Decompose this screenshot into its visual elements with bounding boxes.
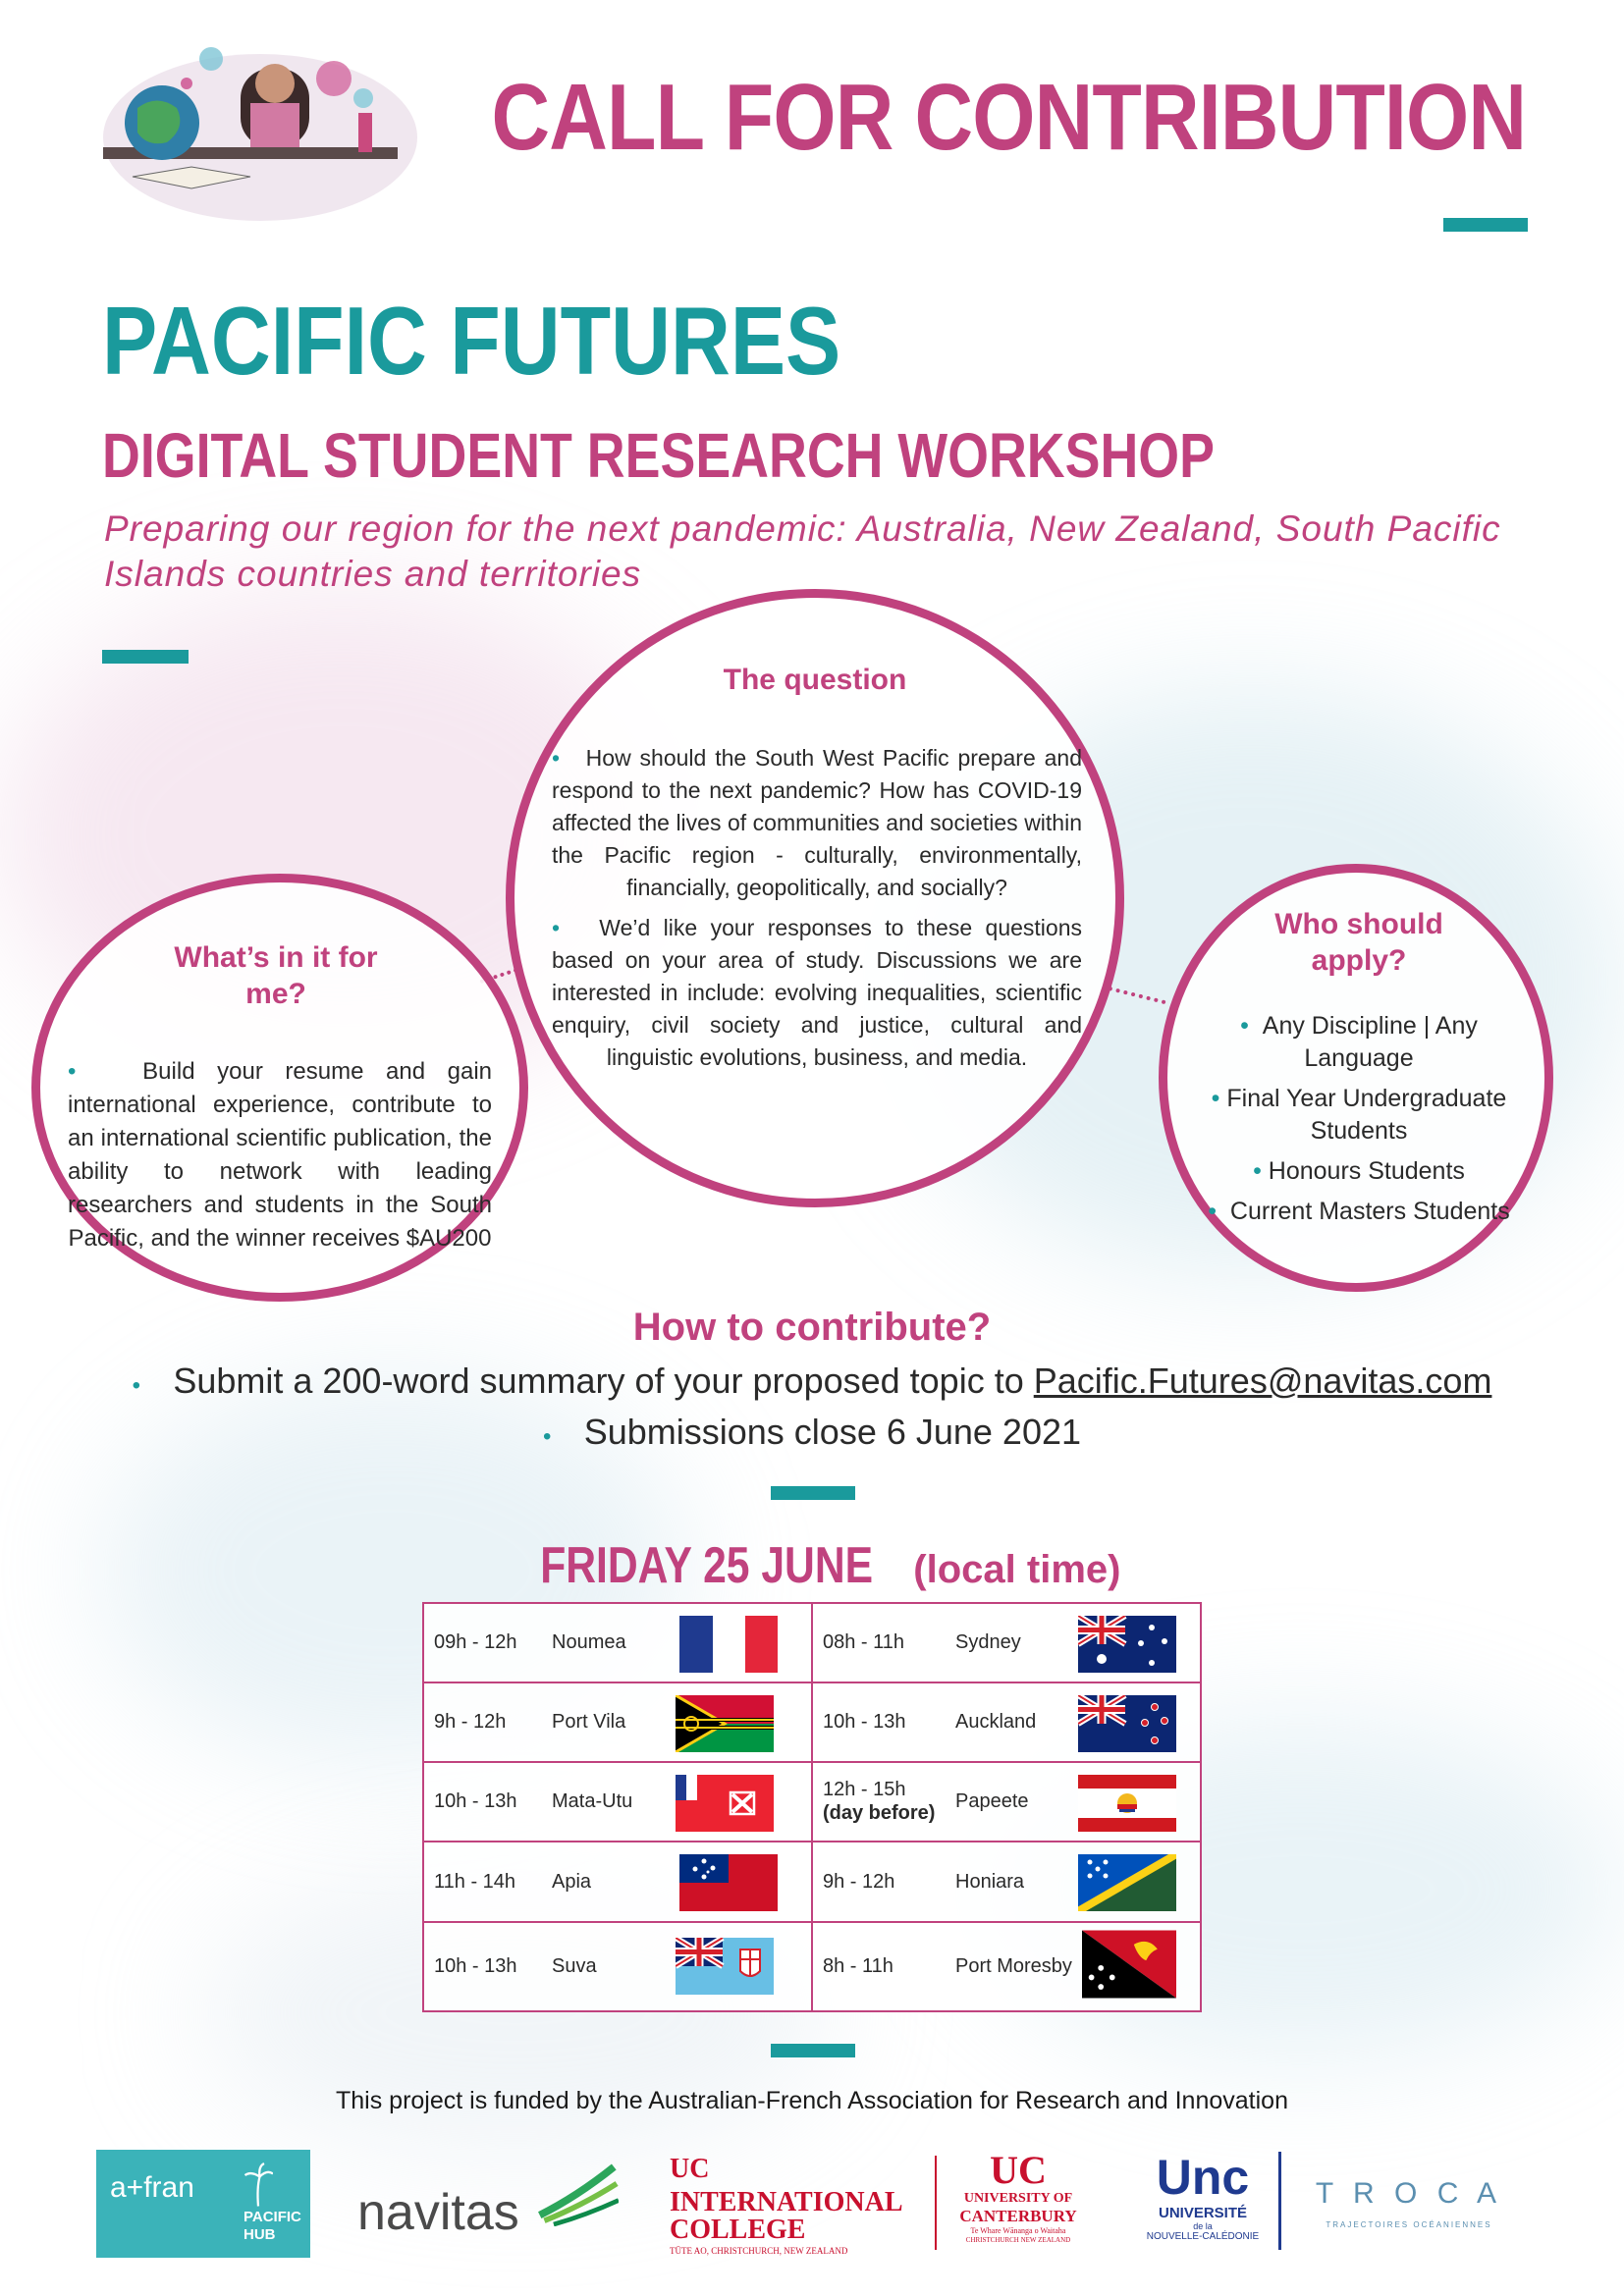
bullet-dot-icon: • [542, 1423, 584, 1450]
papua-new-guinea-flag-icon [1082, 1929, 1176, 2000]
list-item: • We’d like your responses to these questions based on your area of study. Discussions we are interested in include: evolving inequalities, scientific enquiry, civil society and justice, cultural and linguistic evolutions, business, and media. [552, 915, 1082, 1070]
submit-line [0, 1361, 1624, 1402]
city-name: Noumea [552, 1631, 626, 1654]
unc-line3: de la [1193, 2221, 1213, 2231]
fiji-flag-icon [676, 1938, 774, 1995]
city-name: Honiara [955, 1870, 1025, 1893]
date-heading [0, 1536, 1624, 1595]
email-link[interactable]: Pacific.Futures@navitas.com [1033, 1361, 1492, 1401]
list-item: • Any Discipline | Any Language [1240, 1012, 1478, 1072]
hero-illustration [93, 29, 417, 226]
session-time: 09h - 12h [434, 1631, 517, 1654]
schedule-cell [423, 1842, 812, 1921]
new-zealand-flag-icon [1078, 1695, 1176, 1752]
navitas-logo [353, 2150, 619, 2258]
city-name: Port Moresby [955, 1954, 1072, 1977]
who-bullets [1207, 1010, 1511, 1228]
city-name: Port Vila [552, 1711, 626, 1734]
uc-line1: UC [990, 2148, 1047, 2192]
afran-logo-text: a+fran [110, 2171, 194, 2204]
bullet-dot-icon: • [68, 1058, 143, 1085]
bullet-dot-icon: • [552, 745, 586, 771]
schedule-cell [812, 1682, 1201, 1762]
australia-flag-icon [1078, 1616, 1176, 1673]
table-row [423, 1922, 1201, 2011]
schedule-cell [423, 1682, 812, 1762]
wallis-futuna-flag-icon [676, 1775, 774, 1832]
date-sub: (local time) [913, 1548, 1121, 1591]
uc-university-of-canterbury-logo [954, 2150, 1082, 2258]
list-item: • How should the South West Pacific prepare and respond to the next pandemic? How has COVID-19 affected the lives of communities and societies within the Pacific region - culturally, environmentally, financially, geopolitically, and socially? [552, 745, 1082, 900]
uc-line3: CANTERBURY [959, 2207, 1077, 2225]
benefits-circle [31, 874, 528, 1302]
bullet-dot-icon: • [1211, 1085, 1227, 1112]
bullet-dot-icon: • [1240, 1012, 1263, 1040]
list-item: • Honours Students [1253, 1157, 1465, 1185]
teal-divider [1443, 218, 1528, 232]
deadline-line [0, 1412, 1624, 1453]
teal-divider [771, 1486, 855, 1500]
session-time: 11h - 14h [434, 1870, 516, 1893]
city-name: Mata-Utu [552, 1790, 633, 1813]
navitas-swoosh-icon [535, 2158, 619, 2226]
workshop-title: DIGITAL STUDENT RESEARCH WORKSHOP [102, 420, 1215, 491]
afran-logo-sub: PACIFIC HUB [244, 2209, 301, 2243]
benefits-bullets [68, 1055, 492, 1255]
uc-intl-line3: COLLEGE [670, 2215, 806, 2245]
city-name: Auckland [955, 1711, 1037, 1734]
list-item: • Final Year Undergraduate Students [1211, 1085, 1507, 1145]
how-to-contribute-heading: How to contribute? [632, 1306, 992, 1349]
date-main: FRIDAY 25 JUNE [539, 1537, 873, 1594]
troca-logo [1306, 2150, 1512, 2258]
city-name: Sydney [955, 1631, 1021, 1654]
solomon-islands-flag-icon [1078, 1854, 1176, 1911]
unc-line1: Unc [1156, 2150, 1250, 2205]
uc-line2: UNIVERSITY OF [963, 2191, 1073, 2206]
schedule-cell [423, 1762, 812, 1842]
session-time-value: 12h - 15h [823, 1778, 906, 1800]
schedule-cell [812, 1762, 1201, 1842]
funding-statement: This project is funded by the Australian-French Association for Research and Innovation [336, 2087, 1288, 2114]
city-name: Papeete [955, 1790, 1029, 1813]
troca-logo-sub: TRAJECTOIRES OCÉANIENNES [1326, 2220, 1492, 2229]
uc-intl-line4: TŪTE AO, CHRISTCHURCH, NEW ZEALAND [670, 2246, 848, 2256]
schedule-cell [812, 1842, 1201, 1921]
uc-line4: Te Whare Wānanga o Waitaha [970, 2226, 1066, 2235]
unc-line4: NOUVELLE-CALÉDONIE [1146, 2231, 1260, 2242]
session-time: 10h - 13h [823, 1711, 906, 1734]
logo-divider [1278, 2152, 1281, 2250]
bullet-dot-icon: • [1253, 1157, 1269, 1185]
benefits-heading: What’s in it for me? [174, 941, 378, 1010]
bullet-dot-icon: • [132, 1372, 174, 1399]
french-polynesia-flag-icon [1078, 1775, 1176, 1832]
session-time: 9h - 12h [823, 1870, 895, 1893]
teal-divider [102, 650, 189, 664]
table-row [423, 1682, 1201, 1762]
table-row [423, 1842, 1201, 1921]
navitas-logo-text: navitas [357, 2184, 519, 2241]
pacific-futures-title: PACIFIC FUTURES [102, 287, 841, 395]
table-row [423, 1762, 1201, 1842]
session-time: 10h - 13h [434, 1790, 517, 1813]
city-name: Apia [552, 1870, 592, 1893]
submit-text: Submit a 200-word summary of your proposed topic to [173, 1361, 1034, 1401]
session-time: 9h - 12h [434, 1711, 507, 1734]
samoa-flag-icon [677, 1854, 780, 1911]
city-name: Suva [552, 1954, 597, 1977]
uc-intl-line2: INTERNATIONAL [670, 2187, 903, 2217]
bullet-dot-icon: • [552, 915, 600, 940]
schedule-cell [812, 1603, 1201, 1682]
schedule-cell [812, 1922, 1201, 2011]
france-flag-icon [677, 1616, 780, 1673]
schedule-table [422, 1602, 1202, 2012]
unc-line2: UNIVERSITÉ [1158, 2205, 1247, 2221]
schedule-cell [423, 1603, 812, 1682]
palm-tree-icon [244, 2160, 273, 2209]
session-time: 8h - 11h [823, 1954, 893, 1977]
session-time: 08h - 11h [823, 1631, 905, 1654]
list-item: • Build your resume and gain international experience, contribute to an international scientific publication, the ability to network with leading researchers and students in the South Pacific, and the winner receives $AU200 [68, 1058, 493, 1252]
uc-international-college-logo [668, 2150, 913, 2258]
troca-logo-text: T R O C A [1315, 2177, 1503, 2210]
subtitle: Preparing our region for the next pandemic: Australia, New Zealand, South Pacific Islands countries and territories [104, 508, 1501, 594]
question-bullets [552, 742, 1082, 1074]
who-should-apply-circle [1159, 864, 1553, 1292]
who-heading: Who should apply? [1274, 908, 1443, 977]
bullet-dot-icon: • [1208, 1198, 1230, 1225]
teal-divider [771, 2044, 855, 2057]
session-time [823, 1778, 935, 1825]
schedule-cell [423, 1922, 812, 2011]
deadline-text: Submissions close 6 June 2021 [583, 1412, 1082, 1452]
call-for-contribution-title: CALL FOR CONTRIBUTION [491, 65, 1526, 170]
unc-universite-logo [1129, 2150, 1276, 2258]
question-circle [506, 589, 1124, 1207]
session-time-note: (day before) [823, 1801, 936, 1824]
vanuatu-flag-icon [676, 1695, 774, 1752]
uc-line5: CHRISTCHURCH NEW ZEALAND [965, 2236, 1071, 2244]
session-time: 10h - 13h [434, 1954, 517, 1977]
table-row [423, 1603, 1201, 1682]
afran-pacific-hub-logo [96, 2150, 310, 2258]
uc-intl-line1: UC [670, 2154, 710, 2184]
question-heading: The question [723, 664, 907, 696]
list-item: • Current Masters Students [1208, 1198, 1510, 1225]
logo-divider [935, 2156, 937, 2250]
